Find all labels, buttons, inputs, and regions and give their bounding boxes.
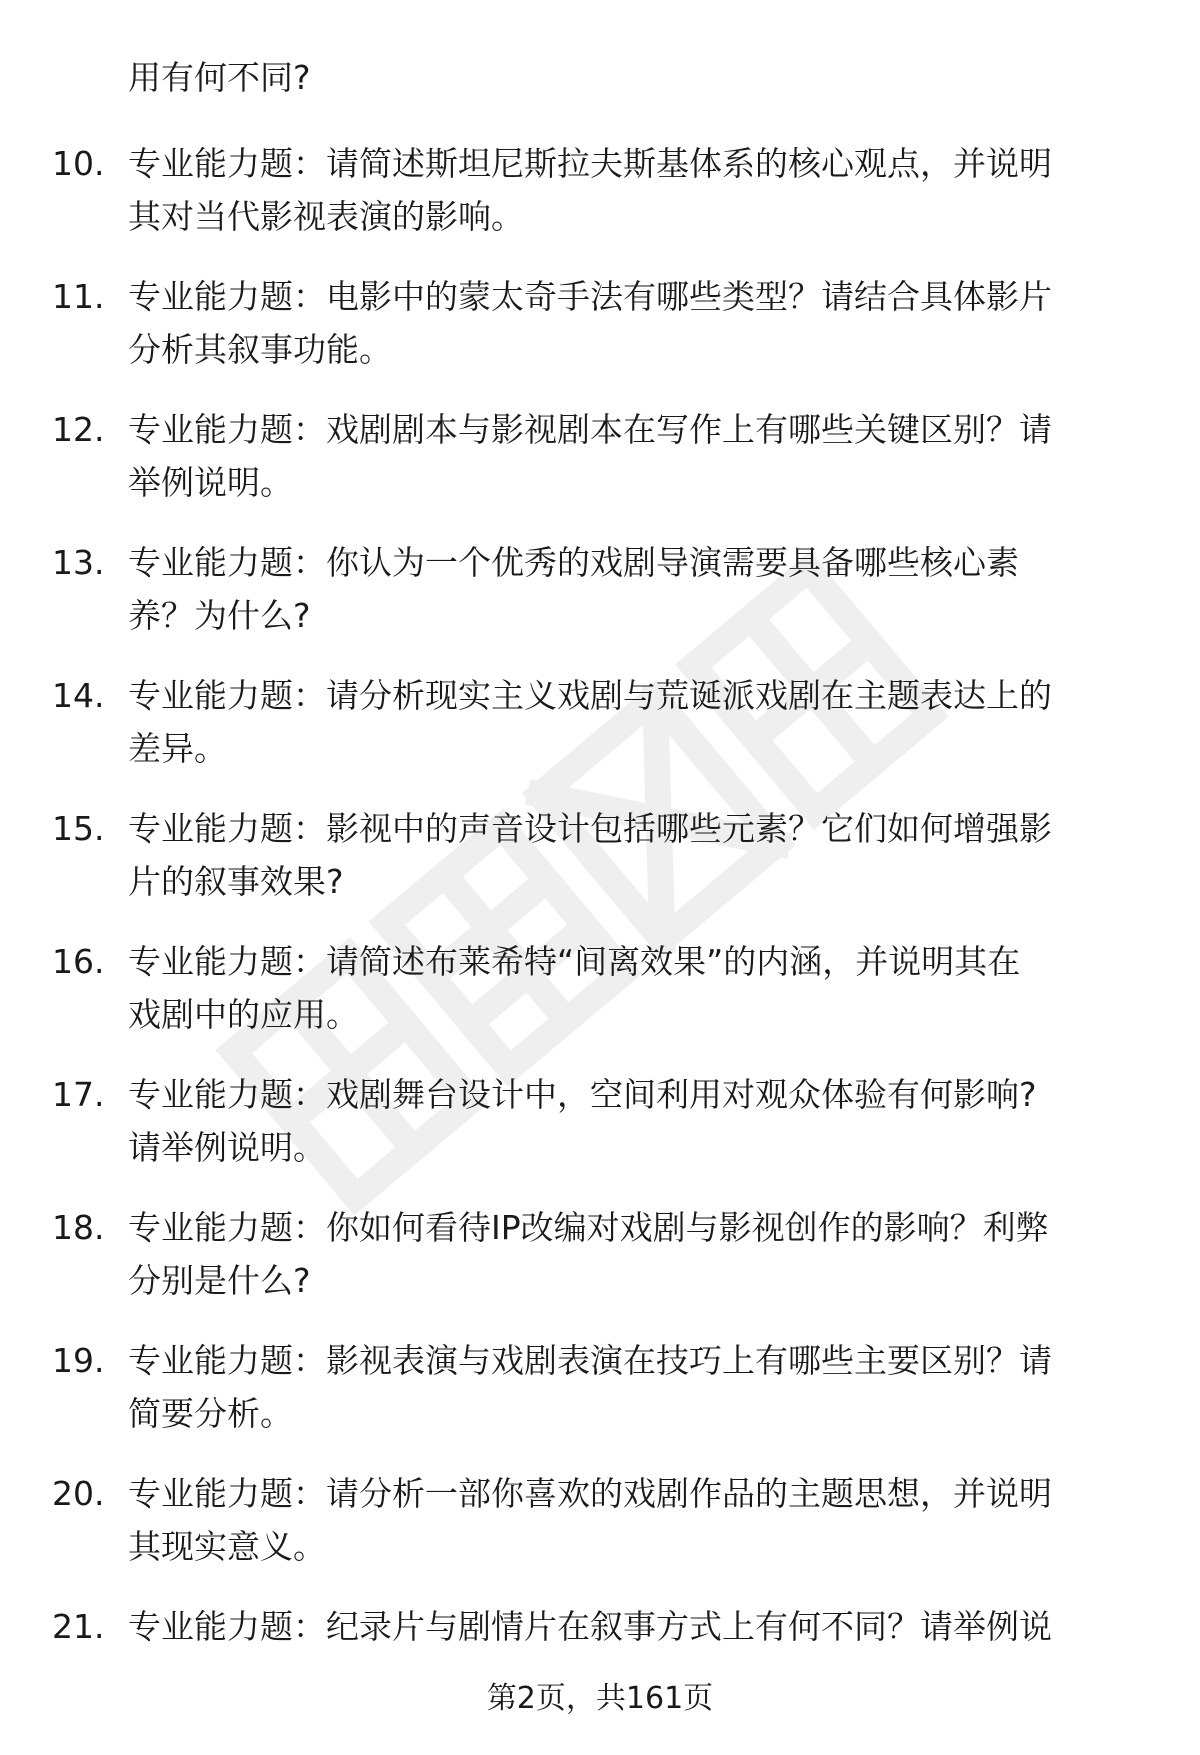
question-item xyxy=(0,1468,1200,1601)
question-number: 20. xyxy=(52,1474,105,1513)
question-item xyxy=(0,138,1200,271)
question-text-line: 专业能力题：请分析现实主义戏剧与荒诞派戏剧在主题表达上的 xyxy=(128,676,1052,715)
question-item xyxy=(0,271,1200,404)
question-number: 14. xyxy=(52,676,105,715)
question-text-line: 专业能力题：你如何看待IP改编对戏剧与影视创作的影响？利弊 xyxy=(128,1208,1049,1247)
question-text-line: 专业能力题：请简述斯坦尼斯拉夫斯基体系的核心观点，并说明 xyxy=(128,144,1052,183)
question-text-line: 差异。 xyxy=(128,729,227,768)
question-text-line: 专业能力题：你认为一个优秀的戏剧导演需要具备哪些核心素 xyxy=(128,543,1019,582)
question-number: 10. xyxy=(52,144,105,183)
question-number: 17. xyxy=(52,1075,105,1114)
question-text-line: 专业能力题：纪录片与剧情片在叙事方式上有何不同？请举例说 xyxy=(128,1607,1052,1646)
question-item xyxy=(0,936,1200,1069)
question-text-line: 其对当代影视表演的影响。 xyxy=(128,197,524,236)
question-text-line: 专业能力题：请分析一部你喜欢的戏剧作品的主题思想，并说明 xyxy=(128,1474,1052,1513)
continued-question-text: 用有何不同? xyxy=(128,58,311,97)
question-text-line: 分别是什么? xyxy=(128,1261,311,1300)
question-text-line: 专业能力题：电影中的蒙太奇手法有哪些类型？请结合具体影片 xyxy=(128,277,1052,316)
question-text-line: 专业能力题：影视中的声音设计包括哪些元素？它们如何增强影 xyxy=(128,809,1052,848)
question-text-line: 专业能力题：请简述布莱希特“间离效果”的内涵，并说明其在 xyxy=(128,942,1021,981)
question-number: 12. xyxy=(52,410,105,449)
question-text-line: 简要分析。 xyxy=(128,1394,293,1433)
question-number: 11. xyxy=(52,277,105,316)
question-text-line: 请举例说明。 xyxy=(128,1128,326,1167)
question-number: 19. xyxy=(52,1341,105,1380)
question-item xyxy=(0,1335,1200,1468)
question-text-line: 专业能力题：影视表演与戏剧表演在技巧上有哪些主要区别？请 xyxy=(128,1341,1052,1380)
question-number: 13. xyxy=(52,543,105,582)
question-item xyxy=(0,803,1200,936)
question-text-line: 专业能力题：戏剧舞台设计中，空间利用对观众体验有何影响? xyxy=(128,1075,1037,1114)
question-text-line: 养？为什么? xyxy=(128,596,311,635)
question-number: 16. xyxy=(52,942,105,981)
question-text-line: 片的叙事效果? xyxy=(128,862,344,901)
question-number: 21. xyxy=(52,1607,105,1646)
question-text-line: 专业能力题：戏剧剧本与影视剧本在写作上有哪些关键区别？请 xyxy=(128,410,1052,449)
question-text-line: 其现实意义。 xyxy=(128,1527,326,1566)
question-text-line: 戏剧中的应用。 xyxy=(128,995,359,1034)
question-text-line: 分析其叙事功能。 xyxy=(128,330,392,369)
question-number: 15. xyxy=(52,809,105,848)
page-footer: 第2页，共161页 xyxy=(486,1681,714,1716)
question-item xyxy=(0,404,1200,537)
question-item xyxy=(0,537,1200,670)
question-text-line: 举例说明。 xyxy=(128,463,293,502)
question-list xyxy=(0,138,1200,1734)
question-number: 18. xyxy=(52,1208,105,1247)
question-item xyxy=(0,670,1200,803)
question-item xyxy=(0,1069,1200,1202)
question-item xyxy=(0,1202,1200,1335)
